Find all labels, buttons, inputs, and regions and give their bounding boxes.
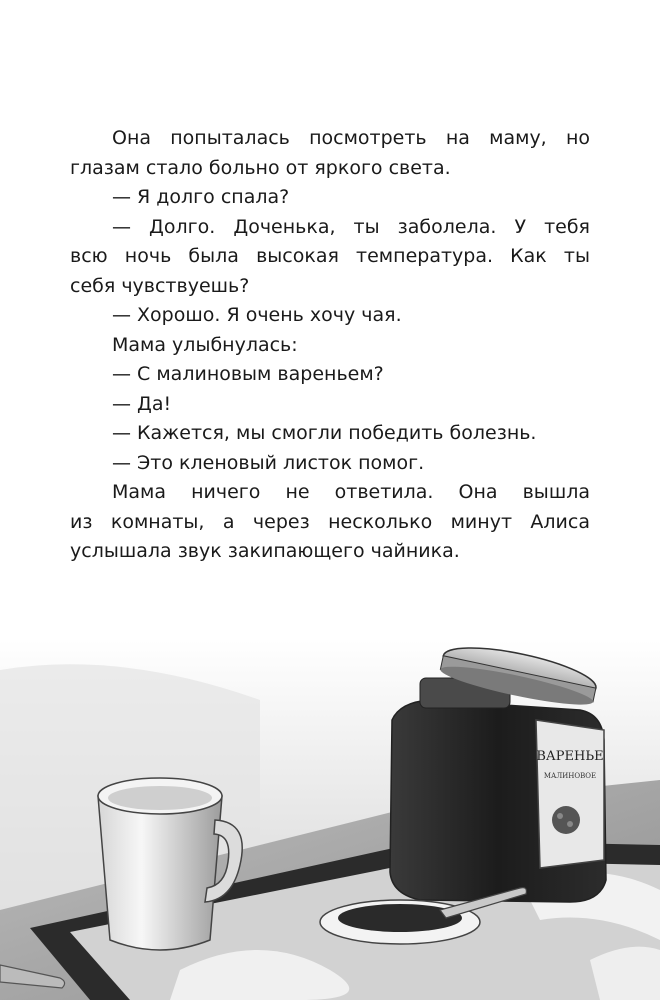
text-line: — Долго. Доченька, ты заболела. У тебя <box>112 215 590 238</box>
text-line: — Это кленовый листок помог. <box>112 451 425 474</box>
text-line: Мама улыбнулась: <box>112 333 298 356</box>
jar-label-subtitle: МАЛИНОВОЕ <box>543 772 597 780</box>
raspberry-icon <box>552 806 580 834</box>
text-line: всю ночь была высокая температура. Как ты <box>70 245 590 267</box>
text-line: — Хорошо. Я очень хочу чая. <box>112 304 402 326</box>
tea-and-jam-illustration <box>0 610 660 1000</box>
text-line: глазам стало больно от яркого света. <box>70 156 451 179</box>
story-text <box>70 124 590 567</box>
text-line: себя чувствуешь? <box>70 274 250 297</box>
text-line: — Да! <box>112 392 172 415</box>
text-line: — Кажется, мы смогли победить болезнь. <box>112 422 537 444</box>
jar-label-title: ВАРЕНЬЕ <box>536 749 604 764</box>
text-line: из комнаты, а через несколько минут Алиса <box>70 510 590 533</box>
text-line: Она попыталась посмотреть на маму, но <box>112 127 590 149</box>
text-line: услышала звук закипающего чайника. <box>70 540 460 562</box>
text-line: — С малиновым вареньем? <box>112 363 384 385</box>
text-line: Мама ничего не ответила. Она вышла <box>112 481 590 503</box>
text-line: — Я долго спала? <box>112 186 290 208</box>
